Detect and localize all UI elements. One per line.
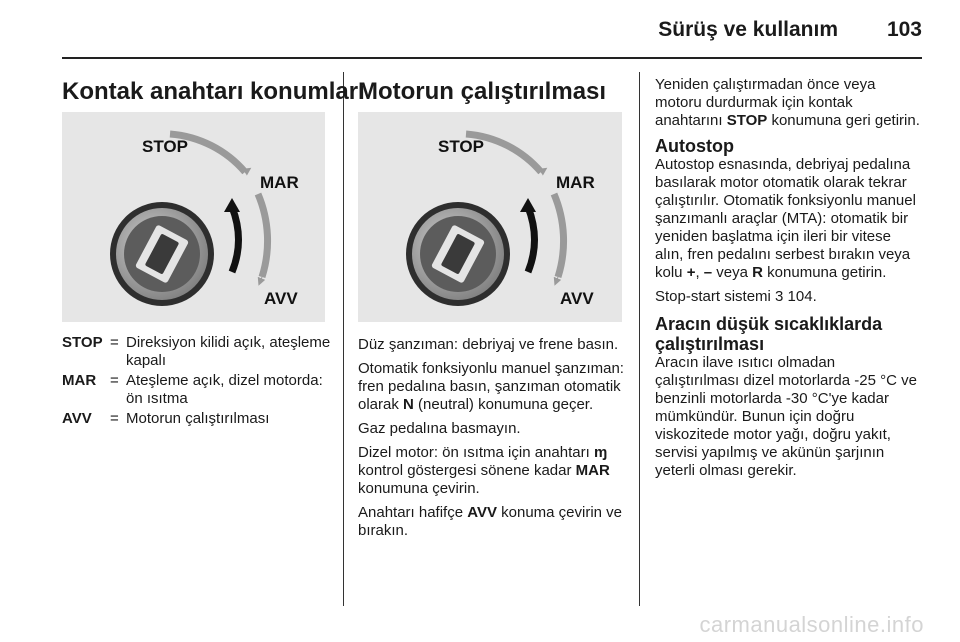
definition-term: STOP bbox=[62, 334, 103, 351]
heading-low-temperature-start: Aracın düşük sıcaklıklarda çalıştırılması bbox=[655, 314, 883, 354]
definition-description: Ateşleme açık, dizel motorda: ön ısıtma bbox=[126, 372, 323, 407]
page-reference-icon: 3 bbox=[775, 288, 784, 305]
glow-plug-icon: ɱ bbox=[593, 444, 608, 461]
mar-avv-arc-arrow bbox=[258, 194, 268, 277]
paragraph: Stop-start sistemi 3 104. bbox=[655, 288, 817, 305]
label-avv: AVV bbox=[264, 289, 298, 308]
key-position-definitions bbox=[62, 334, 332, 428]
definition-equals: = bbox=[110, 410, 119, 427]
definition-description: Motorun çalıştırılması bbox=[126, 410, 270, 427]
paragraph: Dizel motor: ön ısıtma için anahtarı ɱ kontrol göstergesi sönene kadar MAR konumuna çevirin. bbox=[358, 444, 610, 497]
watermark: carmanualsonline.info bbox=[699, 612, 924, 637]
label-avv: AVV bbox=[560, 289, 594, 308]
definition-row bbox=[62, 372, 332, 408]
column-divider bbox=[343, 72, 344, 606]
paragraph: Anahtarı hafifçe AVV konuma çevirin ve bırakın. bbox=[358, 504, 623, 539]
mar-avv-arc-arrow bbox=[554, 194, 564, 277]
engine-start-instructions bbox=[358, 336, 630, 546]
definition-row bbox=[62, 334, 332, 370]
page-header bbox=[0, 0, 960, 60]
running-title: Sürüş ve kullanım bbox=[658, 18, 838, 41]
paragraph: Autostop esnasında, debriyaj pedalına basılarak motor otomatik olarak tekrar çalıştırılır. Otomatik fonksiyonlu manuel şanzımanlı araçlar (MTA): otomatik bir yeniden başlatma için ileri bir vitese alın, fren pedalını serbest bırakın veya kolu +, – veya R konumuna getirin. bbox=[655, 156, 916, 281]
section-title-key-positions: Kontak anahtarı konumları bbox=[62, 78, 365, 105]
ignition-key-figure bbox=[358, 112, 622, 322]
paragraph: Aracın ilave ısıtıcı olmadan çalıştırılması dizel motorlarda -25 °C ve benzinli motorlarda -30 °C'ye kadar mümkündür. Bunun için doğru viskozitede motor yağı, doğru yakıt, servisi yapılmış ve akünün şarjının yeterli olması gerekir. bbox=[655, 354, 917, 479]
paragraph: Gaz pedalına basmayın. bbox=[358, 420, 521, 437]
definition-equals: = bbox=[110, 334, 119, 351]
paragraph: Yeniden çalıştırmadan önce veya motoru durdurmak için kontak anahtarını STOP konumuna geri getirin. bbox=[655, 76, 920, 129]
restart-and-autostop-text bbox=[655, 76, 923, 486]
heading-autostop: Autostop bbox=[655, 136, 734, 156]
label-mar: MAR bbox=[260, 173, 299, 192]
ignition-illustration bbox=[62, 112, 325, 322]
section-title-engine-start: Motorun çalıştırılması bbox=[358, 78, 607, 105]
label-stop: STOP bbox=[438, 137, 484, 156]
header-rule bbox=[62, 57, 922, 59]
turn-direction-arrow bbox=[232, 207, 239, 272]
definition-term: MAR bbox=[62, 372, 97, 389]
paragraph: Düz şanzıman: debriyaj ve frene basın. bbox=[358, 336, 619, 353]
label-mar: MAR bbox=[556, 173, 595, 192]
page-number: 103 bbox=[886, 18, 922, 41]
column-divider bbox=[639, 72, 640, 606]
label-stop: STOP bbox=[142, 137, 188, 156]
paragraph: Otomatik fonksiyonlu manuel şanzıman: fren pedalına basın, şanzıman otomatik olarak N (neutral) konumuna geçer. bbox=[358, 360, 624, 413]
definition-equals: = bbox=[110, 372, 119, 389]
turn-direction-arrow bbox=[528, 207, 535, 272]
definition-row bbox=[62, 410, 332, 428]
definition-description: Direksiyon kilidi açık, ateşleme kapalı bbox=[126, 334, 331, 369]
definition-term: AVV bbox=[62, 410, 92, 427]
ignition-illustration bbox=[358, 112, 622, 322]
ignition-key-figure bbox=[62, 112, 325, 322]
